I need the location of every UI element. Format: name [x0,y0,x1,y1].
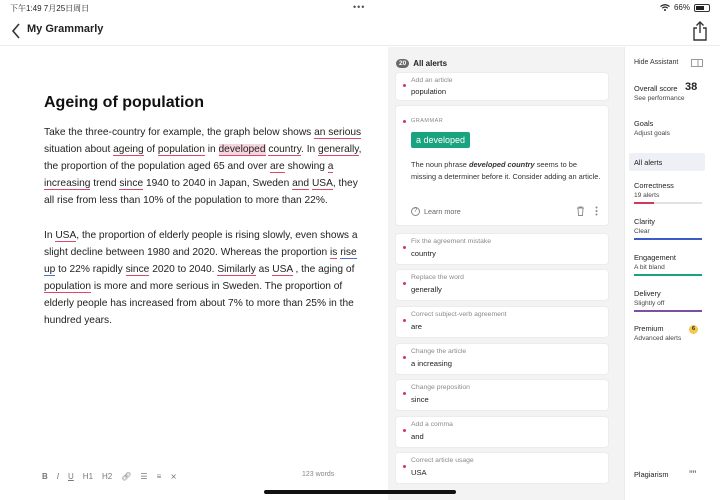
multitasking-dots[interactable]: ••• [353,2,366,12]
home-indicator[interactable] [264,490,456,494]
text-run: , the proportion of the population aged 65 and over [44,144,362,172]
share-icon[interactable] [692,20,708,42]
h2-button[interactable]: H2 [102,471,113,481]
flagged-word[interactable]: Similarly [217,264,256,275]
flagged-word[interactable]: population [157,144,205,155]
flagged-word[interactable]: ageing [113,144,144,155]
category-sub: A bit bland [634,264,665,271]
alert-main: are [411,322,422,331]
status-right [660,3,710,12]
alert-sub: Replace the word [411,274,464,281]
desc-pre: The noun phrase [411,160,469,169]
category-bar [634,310,702,312]
paragraph-1[interactable] [44,124,366,209]
alert-sub: Change preposition [411,384,470,391]
alert-sub: Change the article [411,348,467,355]
flagged-word[interactable]: USA [311,178,333,189]
flagged-word[interactable]: population [44,281,92,292]
category-bar-fill [634,274,702,276]
document-editor[interactable] [0,47,388,500]
premium-count-badge: 6 [689,325,698,334]
alert-main: since [411,395,429,404]
category-bar [634,274,702,276]
alert-dot [403,120,406,123]
suggestion-chip[interactable]: a developed [411,132,470,148]
desc-post: seems to be missing a determiner before it. Consider adding an article. [411,160,601,181]
category-bar [634,202,702,204]
format-toolbar [42,469,186,483]
all-alerts-tab[interactable] [629,153,705,171]
question-icon: ? [411,207,420,216]
alert-dot [403,246,406,249]
h1-button[interactable]: H1 [82,471,94,481]
clear-format-icon[interactable]: ⨯ [170,471,177,481]
category-title: Delivery [634,289,661,298]
ordered-list-icon[interactable]: ☰ [140,471,148,481]
overall-score-label[interactable]: Overall score [634,84,678,93]
text-run: . In [301,144,319,155]
flagged-word[interactable]: and [292,178,310,189]
flagged-word[interactable]: is [330,247,338,258]
alert-card[interactable] [396,380,608,410]
goals-title[interactable]: Goals [634,119,654,128]
flagged-word[interactable]: generally [318,144,359,155]
battery-icon [694,4,710,12]
status-bar [0,0,720,16]
text-run: is more and more serious in Sweden. The proportion of elderly people has increased from about 7% to more than 25% in the hundred years. [44,281,354,326]
category-sub: 19 alerts [634,192,660,199]
link-icon[interactable]: 🔗︎ [121,471,132,481]
text-run: to 22% rapidly [55,264,126,275]
nav-title: My Grammarly [27,23,104,35]
alert-category-tag: GRAMMAR [411,118,444,124]
paragraph-2[interactable] [44,227,366,329]
category-bar-fill [634,202,654,204]
alert-dot [403,429,406,432]
alert-sub: Add a comma [411,421,453,428]
category-correctness[interactable] [634,181,704,204]
alerts-title: All alerts [413,59,448,68]
alert-sub: Add an article [411,77,453,84]
text-run: In [44,230,56,241]
text-run: of [143,144,158,155]
alert-card[interactable] [396,234,608,264]
alert-dot [403,84,406,87]
category-delivery[interactable] [634,289,704,312]
clarity-word[interactable]: rise up [44,247,357,275]
premium-title: Premium [634,324,664,333]
alert-sub: Fix the agreement mistake [411,238,492,245]
hide-assistant-button[interactable]: Hide Assistant [634,59,679,66]
text-run: 2020 to 2040. [149,264,218,275]
alerts-count-badge: 20 [396,59,409,68]
category-title: Correctness [634,181,674,190]
word-count[interactable]: 123 words [302,471,335,478]
alert-dot [403,319,406,322]
see-performance-link[interactable]: See performance [634,95,685,102]
back-chevron-icon[interactable] [10,22,22,40]
category-title: Clarity [634,217,655,226]
battery-percent: 66% [673,3,690,12]
more-options-icon[interactable] [595,206,598,216]
learn-more-label: Learn more [424,207,461,216]
text-run: Take the three-country for example, the graph below shows [44,127,315,138]
nav-bar [0,16,720,46]
alert-card[interactable] [396,270,608,300]
alert-main: country [411,249,436,258]
alerts-panel [388,47,624,500]
bold-button[interactable]: B [42,471,48,481]
flagged-word[interactable]: USA [55,230,77,241]
alert-description [411,159,603,183]
italic-button[interactable]: I [56,471,60,481]
adjust-goals-link[interactable]: Adjust goals [634,130,670,137]
alert-card[interactable] [396,344,608,374]
category-sub: Slightly off [634,300,665,307]
text-run: in [204,144,219,155]
quote-icon: ”” [689,469,697,481]
alert-main: USA [411,468,427,477]
flagged-word[interactable]: country [268,144,302,155]
learn-more-link[interactable] [411,207,461,216]
trash-icon[interactable] [576,206,585,216]
alert-card[interactable] [396,73,608,100]
alert-card[interactable] [396,453,608,483]
alert-sub: Correct subject-verb agreement [411,311,507,318]
text-run: situation about [44,144,114,155]
alert-dot [403,392,406,395]
flagged-word[interactable]: a increasing [44,161,334,189]
alert-dot [403,356,406,359]
category-bar [634,238,702,240]
text-run: , the proportion of elderly people is rising slowly, even shows a slight decline between 1980 and 2020. Whereas the proportion [44,230,358,258]
text-run: , they all rise from less than 10% of the population to more than 22%. [44,178,358,206]
category-bar-fill [634,310,702,312]
status-time: 下午1:49 7月25日周日 [10,4,90,13]
flagged-word[interactable]: USA [272,264,293,275]
text-run: showing [284,161,328,172]
flagged-word[interactable]: since [119,178,144,189]
all-alerts-label: All alerts [634,158,663,167]
flagged-word-selected[interactable]: developed [218,144,266,155]
flagged-word[interactable]: an serious [314,127,362,138]
document-title[interactable]: Ageing of population [44,94,204,111]
flagged-word[interactable]: are [270,161,285,172]
alert-card[interactable] [396,307,608,337]
wifi-icon [660,4,670,11]
flagged-word[interactable]: since [125,264,150,275]
overall-score-value: 38 [685,81,698,93]
alert-card[interactable] [396,417,608,447]
underline-button[interactable]: U [68,471,74,481]
alert-main: generally [411,285,442,294]
assistant-sidebar [624,47,720,500]
alert-sub: Correct article usage [411,457,474,464]
category-bar-fill [634,238,702,240]
hide-panel-icon[interactable] [691,59,703,67]
alert-main: and [411,432,424,441]
alert-dot [403,465,406,468]
alert-card-expanded[interactable] [396,106,608,225]
desc-em: developed country [468,160,535,169]
category-engagement[interactable] [634,253,704,276]
bullet-list-icon[interactable]: ≡ [156,471,162,481]
text-run: as [255,264,273,275]
advanced-alerts-label: Advanced alerts [634,335,682,342]
category-title: Engagement [634,253,676,262]
text-run: 1940 to 2040 in Japan, Sweden [143,178,293,189]
alerts-header [396,59,447,68]
plagiarism-button[interactable]: Plagiarism [634,470,669,479]
alert-dot [403,282,406,285]
alert-main: population [411,87,447,96]
alert-main: a increasing [411,359,452,368]
category-sub: Clear [634,228,650,235]
text-run: , the aging of [292,264,355,275]
category-clarity[interactable] [634,217,704,240]
text-run: trend [90,178,120,189]
